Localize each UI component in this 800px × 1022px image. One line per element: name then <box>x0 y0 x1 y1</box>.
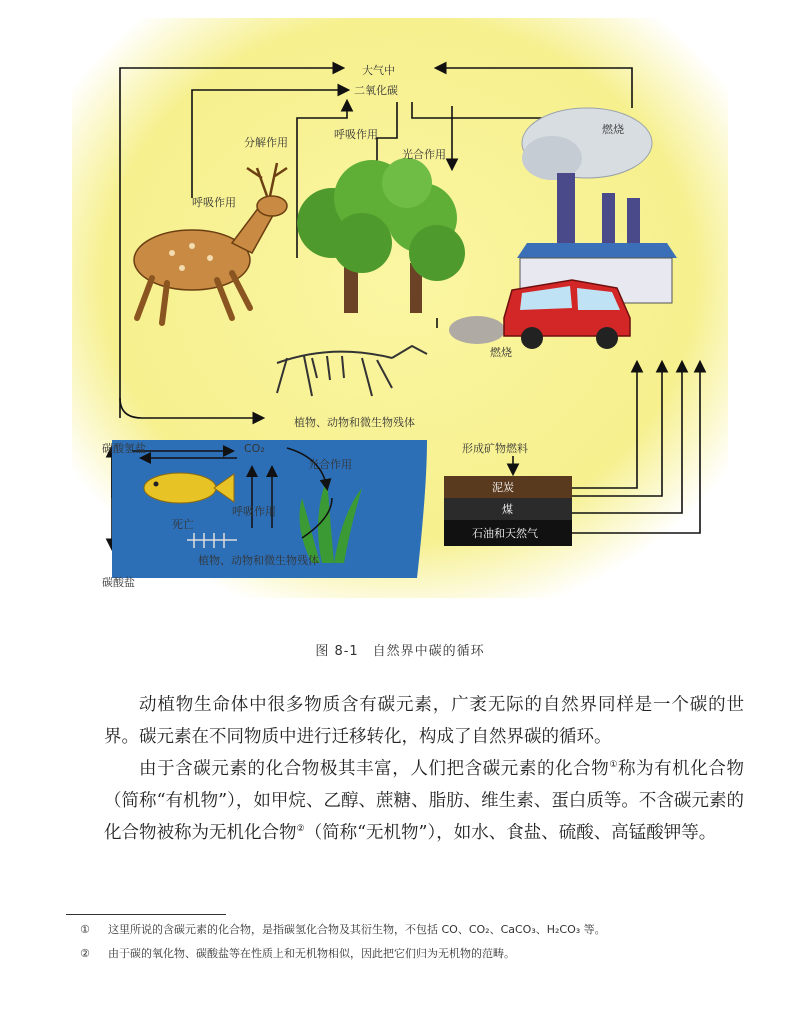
footnote-divider <box>66 914 226 915</box>
paragraph-1: 动植物生命体中很多物质含有碳元素，广袤无际的自然界同样是一个碳的世界。碳元素在不同物质中进行迁移转化，构成了自然界碳的循环。 <box>104 695 744 747</box>
decomposition-label: 分解作用 <box>244 136 288 149</box>
footnote-2-mark: ② <box>80 947 90 960</box>
respiration-tree-label: 呼吸作用 <box>334 128 378 141</box>
footnote-ref-1[interactable]: ① <box>609 760 618 771</box>
carbonate-label: 碳酸盐 <box>102 576 135 589</box>
paragraph-2 <box>104 753 744 849</box>
footnote-1-text: 这里所说的含碳元素的化合物，是指碳氢化合物及其衍生物，不包括 CO、CO₂、CaCO₃、H₂CO₃ 等。 <box>108 923 606 936</box>
fossil-fuel-formation-label: 形成矿物燃料 <box>462 442 528 455</box>
photosynthesis-water-label: 光合作用 <box>308 458 352 471</box>
remains-water-label: 植物、动物和微生物残体 <box>198 554 319 567</box>
footnote-2 <box>80 942 740 966</box>
paragraph-2-part-a: 由于含碳元素的化合物极其丰富，人们把含碳元素的化合物 <box>139 759 610 779</box>
atmosphere-label: 大气中 <box>362 64 395 77</box>
co2-atmosphere-label: 二氧化碳 <box>354 84 398 97</box>
respiration-deer-label: 呼吸作用 <box>192 196 236 209</box>
photosynthesis-tree-label: 光合作用 <box>402 148 446 161</box>
body-text <box>104 689 744 849</box>
oil-gas-label: 石油和天然气 <box>472 527 538 540</box>
respiration-water-label: 呼吸作用 <box>232 505 276 518</box>
figure-caption: 图 8-1 自然界中碳的循环 <box>315 644 485 659</box>
footnote-2-text: 由于碳的氧化物、碳酸盐等在性质上和无机物相似，因此把它们归为无机物的范畴。 <box>108 947 515 960</box>
coal-label: 煤 <box>502 503 513 516</box>
footnote-1 <box>80 918 740 942</box>
footnote-ref-2[interactable]: ② <box>296 824 305 835</box>
peat-label: 泥炭 <box>492 481 514 494</box>
carbon-cycle-figure <box>72 18 728 598</box>
footnote-1-mark: ① <box>80 923 90 936</box>
burning-car-label: 燃烧 <box>490 346 512 359</box>
burning-factory-label: 燃烧 <box>602 123 624 136</box>
carbonic-acid-label: 碳酸氢盐 <box>102 442 146 455</box>
remains-land-label: 植物、动物和微生物残体 <box>294 416 415 429</box>
death-label: 死亡 <box>172 518 194 531</box>
paragraph-2-part-b: 称为有机化合物（简称“有机物”），如甲烷、乙醇、蔗糖、脂肪、维生素、蛋白质等。不含碳元素的化合物被称为无机化合物 <box>104 759 745 843</box>
paragraph-2-part-c: （简称“无机物”），如水、食盐、硫酸、高锰酸钾等。 <box>304 823 717 843</box>
co2-water-label: CO₂ <box>244 442 265 455</box>
footnotes <box>80 918 740 966</box>
